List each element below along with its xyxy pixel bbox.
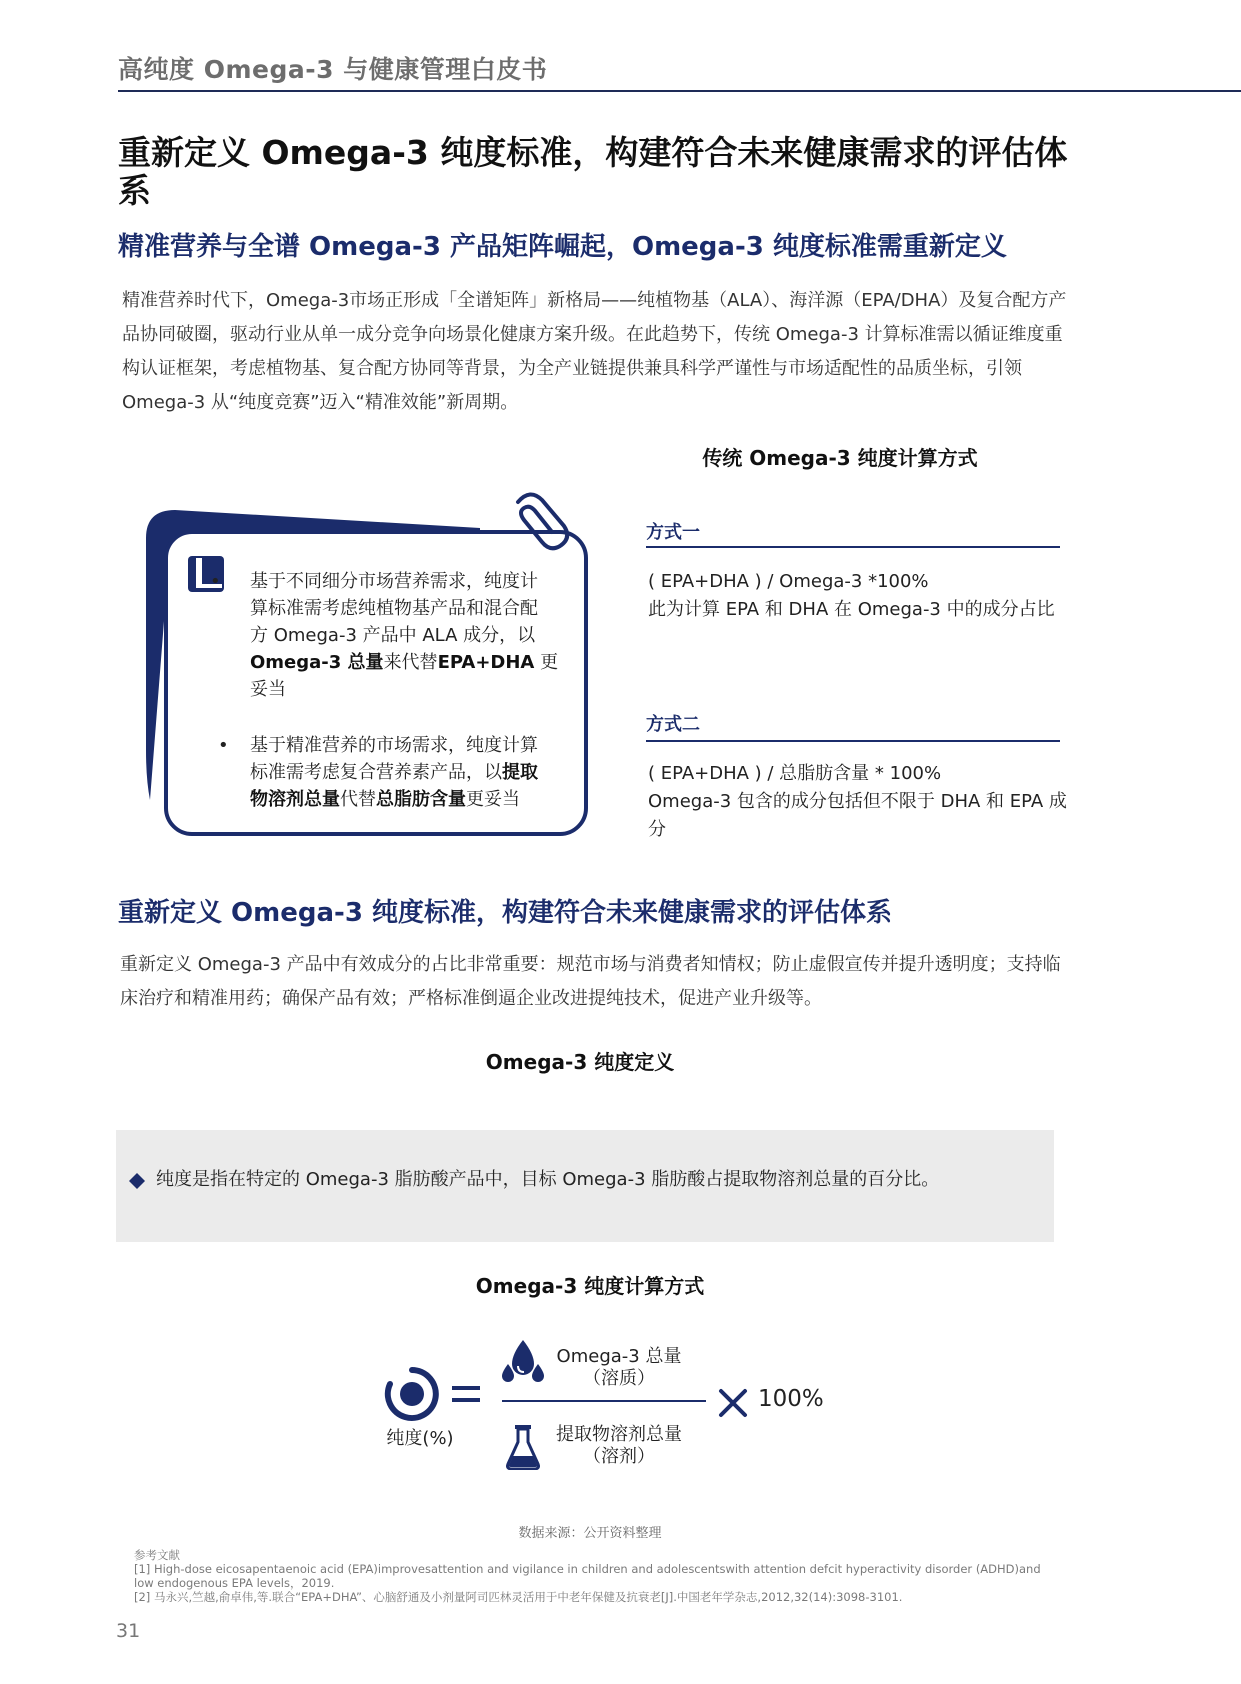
numerator: Omega-3 总量 （溶质） <box>556 1346 682 1389</box>
header-divider <box>118 90 1241 92</box>
section-1-paragraph: 精准营养时代下，Omega-3市场正形成「全谱矩阵」新格局——纯植物基（ALA）、海洋源（EPA/DHA）及复合配方产品协同破圈，驱动行业从单一成分竞争向场景化健康方案升级。在此趋势下，传统 Omega-3 计算标准需以循证维度重构认证框架，考虑植物基、复合配方协同等背景，为全产业链提供兼具科学严谨性与市场适配性的品质坐标，引领 Omega-3 从“纯度竞赛”迈入“精准效能”新周期。 <box>122 290 1067 413</box>
diamond-bullet-icon <box>128 1172 146 1190</box>
multiply-icon <box>718 1388 748 1418</box>
definition-text: 纯度是指在特定的 Omega-3 脂肪酸产品中，目标 Omega-3 脂肪酸占提取物溶剂总量的百分比。 <box>156 1169 940 1190</box>
references: 参考文献 [1] High-dose eicosapentaenoic acid (EPA)improvesattention and vigilance in children and adolescentswith attention defcit hyperactivity disorder (ADHD)and low endogenous EPA levels，2019. [2] 马永兴,竺越,俞卓伟,等.联合“EPA+DHA”、心脑舒通及小剂量阿司匹林灵活用于中老年保健及抗衰老[J].中国老年学杂志,2012,32(14):3098-3101. <box>134 1548 1041 1604</box>
method-2-label: 方式二 <box>646 714 700 735</box>
flask-icon <box>506 1424 540 1470</box>
purity-label: 纯度(%) <box>386 1428 454 1449</box>
section-heading-1: 精准营养与全谱 Omega-3 产品矩阵崛起，Omega-3 纯度标准需重新定义 <box>118 232 1007 262</box>
card-item-1: 基于不同细分市场营养需求，纯度计 算标准需考虑纯植物基产品和混合配 方 Omega-3 产品中 ALA 成分，以 Omega-3 总量来代替EPA+DHA 更 妥当 <box>250 571 559 700</box>
droplets-icon <box>500 1338 546 1384</box>
page-title: 重新定义 Omega-3 纯度标准，构建符合未来健康需求的评估体系 <box>118 133 1068 210</box>
fraction-bar <box>502 1400 706 1402</box>
method-1-divider <box>646 546 1060 548</box>
method-1-desc: 此为计算 EPA 和 DHA 在 Omega-3 中的成分占比 <box>648 599 1055 620</box>
section-heading-2: 重新定义 Omega-3 纯度标准，构建符合未来健康需求的评估体系 <box>118 898 892 928</box>
equals-sign <box>452 1384 482 1406</box>
method-1-label: 方式一 <box>646 522 700 543</box>
multiplier-value: 100% <box>758 1386 824 1412</box>
paperclip-icon <box>504 490 574 562</box>
card-item-2: 基于精准营养的市场需求，纯度计算 标准需考虑复合营养素产品，以提取 物溶剂总量代替总脂肪含量更妥当 <box>250 735 538 810</box>
method-2-divider <box>646 740 1060 742</box>
section-2-paragraph: 重新定义 Omega-3 产品中有效成分的占比非常重要：规范市场与消费者知情权；防止虚假宣传并提升透明度；支持临床治疗和精准用药；确保产品有效；严格标准倒逼企业改进提纯技术，促进产业升级等。 <box>120 954 1061 1009</box>
method-2-formula: ( EPA+DHA ) / 总脂肪含量 * 100% <box>648 763 942 784</box>
method-2-desc: Omega-3 包含的成分包括但不限于 DHA 和 EPA 成分 <box>648 791 1067 840</box>
definition-title: Omega-3 纯度定义 <box>485 1050 675 1074</box>
denominator: 提取物溶剂总量 （溶剂） <box>556 1424 682 1467</box>
formula-title: Omega-3 纯度计算方式 <box>475 1274 705 1298</box>
traditional-methods-title: 传统 Omega-3 纯度计算方式 <box>702 446 978 470</box>
method-1-formula: ( EPA+DHA ) / Omega-3 *100% <box>648 571 929 592</box>
data-source: 数据来源：公开资料整理 <box>518 1526 662 1541</box>
card-bullet-1: • <box>210 571 221 592</box>
card-bullet-2: • <box>218 735 229 756</box>
page-number: 31 <box>116 1620 141 1642</box>
purity-ring-icon <box>384 1366 440 1422</box>
running-header: 高纯度 Omega-3 与健康管理白皮书 <box>118 55 548 84</box>
